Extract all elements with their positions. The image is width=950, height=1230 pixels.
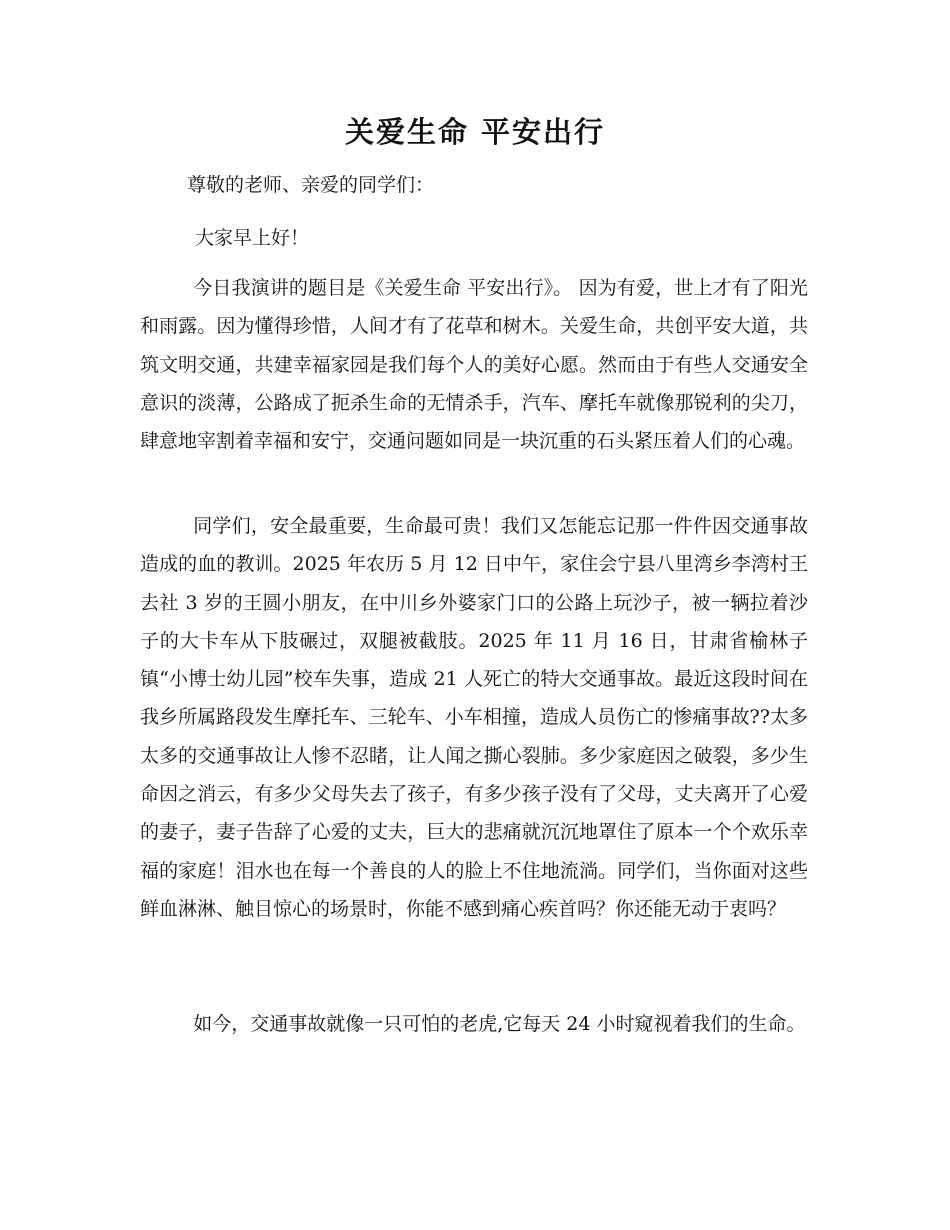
paragraph-text: 今日我演讲的题目是《关爱生命 平安出行》。 因为有爱，世上才有了阳光和雨露。因为懂得珍惜，人间才有了花草和树木。关爱生命，共创平安大道，共筑文明交通，共建幸福家园是我们每个人的美好心愿。然而由于有些人交通安全意识的淡薄，公路成了扼杀生命的无情杀手，汽车、摩托车就像那锐利的尖刀，肆意地宰割着幸福和安宁，交通问题如同是一块沉重的石头紧压着人们的心魂。	[140, 277, 808, 453]
paragraph-text: 如今，交通事故就像一只可怕的老虎,它每天 24 小时窥视着我们的生命。	[193, 1013, 806, 1035]
page-title: 关爱生命 平安出行	[344, 115, 606, 149]
greeting: 大家早上好！	[195, 227, 310, 249]
paragraph-text: 同学们，安全最重要，生命最可贵！我们又怎能忘记那一件件因交通事故造成的血的教训。2025 年农历 5 月 12 日中午，家住会宁县八里湾乡李湾村王去社 3 岁的王圆小朋友，在中川乡外婆家门口的公路上玩沙子，被一辆拉着沙子的大卡车从下肢碾过，双腿被截肢。2025 年 11 月 16 日，甘肃省榆林子镇“小博士幼儿园”校车失事，造成 21 人死亡的特大交通事故。最近这段时间在我乡所属路段发生摩托车、三轮车、小车相撞，造成人员伤亡的惨痛事故??太多太多的交通事故让人惨不忍睹，让人闻之撕心裂肺。多少家庭因之破裂，多少生命因之消云，有多少父母失去了孩子，有多少孩子没有了父母，丈夫离开了心爱的妻子，妻子告辞了心爱的丈夫，巨大的悲痛就沉沉地罩住了原本一个个欢乐幸福的家庭！泪水也在每一个善良的人的脸上不住地流淌。同学们，当你面对这些鲜血淋淋、触目惊心的场景时，你能不感到痛心疾首吗？你还能无动于衷吗？	[140, 515, 808, 920]
paragraph-accidents	[140, 507, 808, 928]
paragraph-tiger	[140, 1005, 808, 1043]
salutation: 尊敬的老师、亲爱的同学们：	[187, 174, 435, 196]
paragraph-intro	[140, 269, 808, 460]
